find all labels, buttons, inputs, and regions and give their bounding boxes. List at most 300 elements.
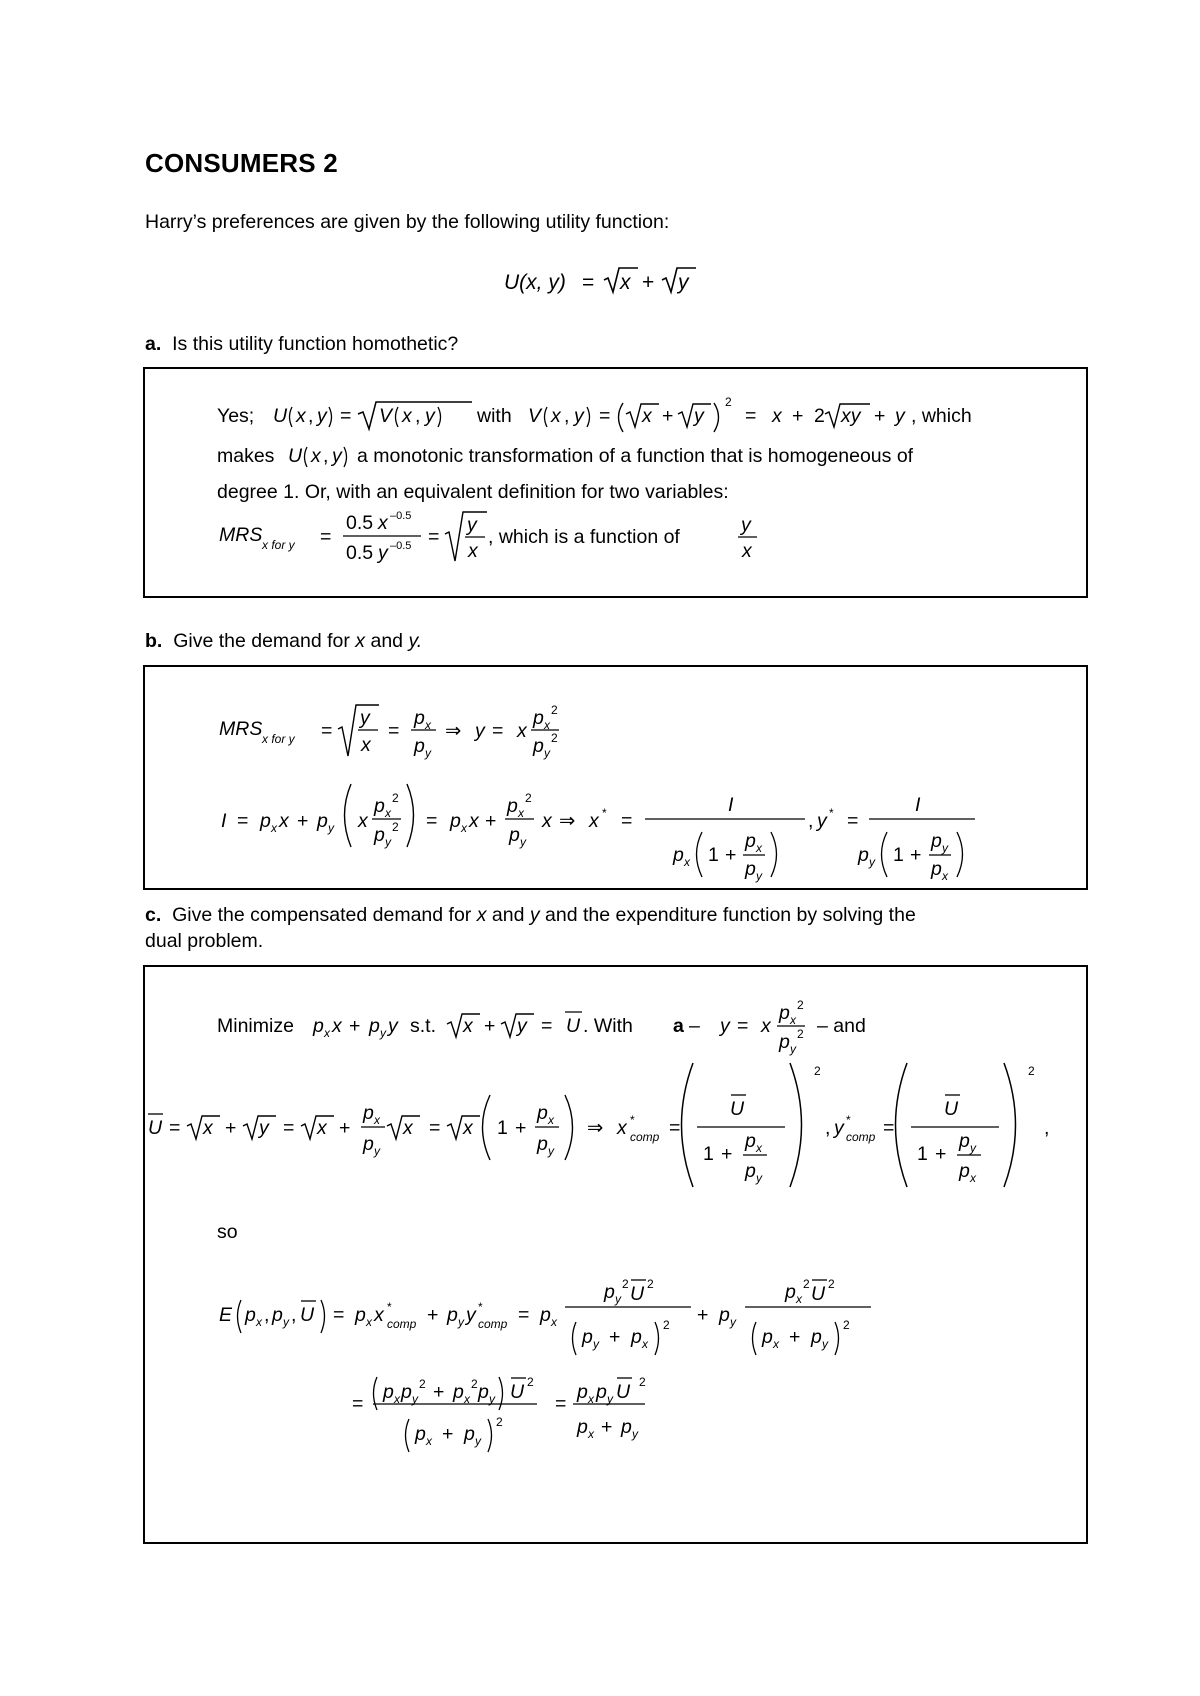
svg-text:=: =	[847, 810, 859, 832]
svg-text:y: y	[374, 1144, 380, 1158]
svg-text:+: +	[427, 1304, 439, 1326]
svg-text:,: ,	[808, 810, 814, 832]
svg-text:,: ,	[323, 445, 329, 467]
svg-text:y: y	[869, 855, 875, 869]
svg-text:E: E	[219, 1304, 233, 1326]
svg-text:p: p	[414, 707, 425, 729]
svg-text:comp: comp	[478, 1317, 508, 1331]
svg-text:p: p	[779, 1002, 790, 1024]
svg-text:x: x	[402, 405, 412, 427]
svg-text:y: y	[632, 1427, 638, 1441]
svg-text:+: +	[349, 1015, 361, 1037]
svg-text:y: y	[360, 707, 370, 729]
svg-text:y: y	[466, 1304, 476, 1326]
svg-text:y: y	[467, 514, 477, 536]
svg-text:2: 2	[527, 1375, 534, 1389]
svg-text:=: =	[518, 1304, 530, 1326]
svg-text:x: x	[588, 1427, 594, 1441]
svg-text:p: p	[313, 1015, 324, 1037]
answer-a-mrs-tail: , which is a function of	[488, 526, 680, 548]
svg-text:y: y	[317, 405, 327, 427]
answer-c-dash: –	[689, 1015, 700, 1037]
utility-equation	[500, 262, 720, 302]
svg-text:x: x	[311, 445, 321, 467]
svg-text:x: x	[426, 1434, 432, 1448]
svg-text:–0.5: –0.5	[390, 540, 412, 552]
svg-text:p: p	[931, 830, 942, 852]
svg-text:U: U	[273, 405, 288, 427]
svg-text:x: x	[425, 718, 431, 732]
svg-text:y: y	[607, 1392, 613, 1406]
svg-text:p: p	[415, 1423, 426, 1445]
svg-text:=: =	[428, 526, 440, 548]
svg-text:2: 2	[622, 1277, 629, 1291]
utility-term-y: y	[678, 271, 689, 294]
svg-text:p: p	[447, 1304, 458, 1326]
svg-text:x: x	[324, 1026, 330, 1040]
svg-text:=: =	[237, 810, 249, 832]
svg-text:*: *	[478, 1300, 483, 1314]
svg-text:y: y	[458, 1315, 464, 1329]
svg-text:2: 2	[551, 731, 558, 745]
svg-text:+: +	[792, 405, 804, 427]
svg-text:=: =	[320, 526, 332, 548]
svg-text:x: x	[317, 1117, 327, 1139]
svg-text:y: y	[475, 1434, 481, 1448]
svg-text:,: ,	[564, 405, 570, 427]
svg-text:*: *	[387, 1300, 392, 1314]
svg-text:2: 2	[797, 998, 804, 1012]
svg-text:x: x	[463, 1015, 473, 1037]
svg-text:⇒: ⇒	[559, 810, 576, 832]
svg-text:1: 1	[708, 844, 719, 866]
svg-text:p: p	[959, 1130, 970, 1152]
part-a-question	[145, 331, 458, 357]
svg-text:=: =	[599, 405, 611, 427]
svg-text:p: p	[596, 1381, 607, 1403]
svg-text:p: p	[533, 707, 544, 729]
svg-text:p: p	[745, 1160, 756, 1182]
svg-text:U: U	[148, 1117, 163, 1139]
svg-text:y: y	[332, 445, 342, 467]
svg-text:V: V	[528, 405, 542, 427]
page-title-text: CONSUMERS 2	[145, 148, 338, 178]
svg-text:x: x	[358, 810, 368, 832]
svg-text:U: U	[811, 1283, 826, 1305]
svg-text:0.5: 0.5	[346, 542, 374, 564]
svg-text:p: p	[272, 1304, 283, 1326]
svg-text:p: p	[507, 795, 518, 817]
svg-text:x: x	[796, 1292, 802, 1306]
svg-text:p: p	[621, 1416, 632, 1438]
svg-text:y: y	[520, 835, 526, 849]
part-a-question-text: Is this utility function homothetic?	[172, 333, 459, 355]
svg-text:x: x	[742, 540, 752, 562]
page-title	[145, 148, 338, 179]
svg-text:y: y	[328, 821, 334, 835]
svg-text:=: =	[745, 405, 757, 427]
svg-text:y: y	[385, 835, 391, 849]
svg-text:p: p	[631, 1326, 642, 1348]
svg-text:x: x	[588, 1392, 594, 1406]
svg-text:x for y: x for y	[262, 732, 295, 746]
svg-text:,: ,	[825, 1117, 831, 1139]
svg-text:p: p	[959, 1160, 970, 1182]
svg-text:2: 2	[663, 1318, 670, 1332]
svg-text:y: y	[834, 1117, 844, 1139]
svg-text:y: y	[756, 1171, 762, 1185]
svg-text:p: p	[453, 1381, 464, 1403]
svg-text:x: x	[361, 734, 371, 756]
svg-text:y: y	[615, 1292, 621, 1306]
svg-text:⇒: ⇒	[587, 1117, 604, 1139]
svg-text:*: *	[630, 1113, 635, 1127]
svg-text:U: U	[616, 1381, 631, 1403]
svg-text:+: +	[485, 810, 497, 832]
svg-text:U: U	[288, 445, 303, 467]
svg-text:p: p	[317, 810, 328, 832]
part-b-and: and	[370, 630, 404, 652]
answer-c-with-bold: a	[673, 1015, 684, 1037]
svg-text:y: y	[388, 1015, 398, 1037]
part-c-question-pre: Give the compensated demand for	[172, 904, 472, 926]
svg-text:=: =	[388, 720, 400, 742]
answer-b-math	[145, 667, 1086, 888]
svg-text:+: +	[442, 1423, 454, 1445]
svg-text:x: x	[366, 1315, 372, 1329]
svg-text:p: p	[537, 1102, 548, 1124]
svg-text:p: p	[374, 795, 385, 817]
svg-text:1: 1	[917, 1143, 928, 1165]
svg-text:p: p	[931, 858, 942, 880]
svg-text:x: x	[544, 718, 550, 732]
svg-text:y: y	[259, 1117, 269, 1139]
svg-text:x: x	[517, 720, 527, 742]
svg-text:x: x	[374, 1304, 384, 1326]
svg-text:+: +	[662, 405, 674, 427]
svg-text:=: =	[426, 810, 438, 832]
part-b-question	[145, 628, 422, 654]
svg-text:x: x	[296, 405, 306, 427]
svg-text:y: y	[822, 1337, 828, 1351]
svg-text:x: x	[461, 821, 467, 835]
svg-text:+: +	[601, 1416, 613, 1438]
answer-a-math	[145, 369, 1086, 596]
svg-text:y: y	[574, 405, 584, 427]
svg-text:2: 2	[725, 395, 732, 409]
svg-text:x: x	[756, 841, 762, 855]
svg-text:p: p	[745, 858, 756, 880]
svg-text:=: =	[737, 1015, 749, 1037]
svg-text:2: 2	[1028, 1064, 1035, 1078]
svg-text:2: 2	[551, 703, 558, 717]
svg-text:p: p	[533, 735, 544, 757]
svg-text:1: 1	[893, 844, 904, 866]
svg-text:p: p	[450, 810, 461, 832]
svg-text:x: x	[551, 405, 561, 427]
svg-text:y: y	[517, 1015, 527, 1037]
svg-text:U: U	[510, 1381, 525, 1403]
svg-text:U: U	[730, 1098, 745, 1120]
svg-text:y: y	[425, 746, 431, 760]
svg-text:+: +	[910, 844, 922, 866]
answer-c-and: – and	[817, 1015, 866, 1037]
svg-text:y: y	[741, 514, 751, 536]
svg-text:x: x	[468, 540, 478, 562]
svg-text:x: x	[551, 1315, 557, 1329]
svg-text:x: x	[772, 405, 782, 427]
svg-text:x: x	[617, 1117, 627, 1139]
svg-text:,: ,	[1044, 1117, 1050, 1139]
svg-text:p: p	[478, 1381, 489, 1403]
svg-text:x: x	[332, 1015, 342, 1037]
svg-text:I: I	[728, 794, 734, 816]
answer-a-makes: makes	[217, 445, 275, 467]
svg-text:x: x	[684, 855, 690, 869]
svg-text:+: +	[609, 1326, 621, 1348]
intro-text: Harry’s preferences are given by the following utility function:	[145, 211, 670, 233]
svg-text:p: p	[245, 1304, 256, 1326]
svg-text:p: p	[363, 1102, 374, 1124]
svg-text:U: U	[630, 1283, 645, 1305]
svg-text:+: +	[484, 1015, 496, 1037]
svg-text:,: ,	[415, 405, 421, 427]
svg-text:2: 2	[392, 791, 399, 805]
svg-text:+: +	[225, 1117, 237, 1139]
answer-c-so: so	[217, 1221, 238, 1243]
svg-text:p: p	[537, 1133, 548, 1155]
svg-text:MRS: MRS	[219, 718, 263, 740]
svg-text:p: p	[779, 1031, 790, 1053]
svg-text:MRS: MRS	[219, 524, 263, 546]
part-c-question-post: and the expenditure function by solving the	[545, 904, 916, 926]
svg-text:y: y	[720, 1015, 730, 1037]
part-b-label: b.	[145, 630, 163, 652]
svg-text:+: +	[297, 810, 309, 832]
svg-text:=: =	[621, 810, 633, 832]
svg-text:I: I	[221, 810, 227, 832]
svg-text:p: p	[374, 824, 385, 846]
svg-text:x: x	[464, 1392, 470, 1406]
svg-text:,: ,	[308, 405, 314, 427]
part-c-question-line2: dual problem.	[145, 930, 264, 952]
part-b-var-x: x	[355, 630, 366, 652]
utility-eq-sign: =	[582, 271, 595, 294]
svg-text:2: 2	[797, 1027, 804, 1041]
answer-c-with: . With	[583, 1015, 633, 1037]
svg-text:y: y	[425, 405, 435, 427]
svg-text:=: =	[541, 1015, 553, 1037]
answer-c-minimize: Minimize	[217, 1015, 294, 1037]
answer-a-line3: degree 1. Or, with an equivalent definition for two variables:	[217, 481, 729, 503]
svg-text:=: =	[283, 1117, 295, 1139]
svg-text:*: *	[602, 806, 607, 820]
svg-text:2: 2	[843, 1318, 850, 1332]
svg-text:y: y	[694, 405, 704, 427]
svg-text:,: ,	[264, 1304, 270, 1326]
svg-text:x: x	[548, 1113, 554, 1127]
answer-a-yes: Yes;	[217, 405, 255, 427]
svg-text:x: x	[642, 1337, 648, 1351]
svg-text:=: =	[333, 1304, 345, 1326]
svg-text:x: x	[256, 1315, 262, 1329]
svg-text:y: y	[283, 1315, 289, 1329]
svg-text:1: 1	[703, 1143, 714, 1165]
svg-text:x: x	[589, 810, 599, 832]
svg-text:x: x	[378, 512, 388, 534]
svg-text:comp: comp	[630, 1130, 660, 1144]
svg-text:2: 2	[647, 1277, 654, 1291]
svg-text:y: y	[412, 1392, 418, 1406]
svg-text:y: y	[380, 1026, 386, 1040]
svg-text:+: +	[433, 1381, 445, 1403]
svg-text:p: p	[785, 1281, 796, 1303]
svg-text:p: p	[577, 1416, 588, 1438]
svg-text:=: =	[169, 1117, 181, 1139]
svg-text:=: =	[555, 1393, 567, 1415]
answer-a-with: with	[477, 405, 512, 427]
svg-text:p: p	[745, 1130, 756, 1152]
svg-text:p: p	[383, 1381, 394, 1403]
svg-text:p: p	[363, 1133, 374, 1155]
svg-text:comp: comp	[846, 1130, 876, 1144]
utility-plus: +	[642, 271, 655, 294]
part-c-label: c.	[145, 904, 162, 926]
svg-text:x: x	[271, 821, 277, 835]
svg-text:y: y	[548, 1144, 554, 1158]
svg-text:x: x	[756, 1141, 762, 1155]
svg-text:2: 2	[392, 820, 399, 834]
svg-text:+: +	[515, 1117, 527, 1139]
part-a-label: a.	[145, 333, 162, 355]
svg-text:x: x	[403, 1117, 413, 1139]
svg-text:U: U	[944, 1098, 959, 1120]
svg-text:=: =	[492, 720, 504, 742]
svg-text:=: =	[429, 1117, 441, 1139]
svg-text:*: *	[829, 806, 834, 820]
answer-c-math	[145, 967, 1086, 1542]
svg-text:=: =	[352, 1393, 364, 1415]
svg-text:x: x	[203, 1117, 213, 1139]
svg-text:+: +	[721, 1143, 733, 1165]
svg-text:p: p	[745, 830, 756, 852]
svg-text:2: 2	[803, 1277, 810, 1291]
svg-text:p: p	[604, 1281, 615, 1303]
svg-text:–0.5: –0.5	[390, 510, 412, 522]
answer-box-c	[143, 965, 1088, 1544]
svg-text:p: p	[858, 844, 869, 866]
svg-text:2: 2	[828, 1277, 835, 1291]
svg-text:+: +	[697, 1304, 709, 1326]
answer-box-a	[143, 367, 1088, 598]
svg-text:+: +	[874, 405, 886, 427]
svg-text:2: 2	[814, 1064, 821, 1078]
svg-text:⇒: ⇒	[445, 720, 462, 742]
svg-text:I: I	[915, 794, 921, 816]
svg-text:y: y	[790, 1042, 796, 1056]
svg-text:x: x	[790, 1013, 796, 1027]
svg-text:2: 2	[639, 1375, 646, 1389]
svg-text:y: y	[730, 1315, 736, 1329]
part-c-question	[145, 902, 1065, 928]
svg-text:1: 1	[497, 1117, 508, 1139]
utility-term-x: x	[620, 271, 631, 294]
svg-text:2: 2	[496, 1415, 503, 1429]
svg-text:x: x	[463, 1117, 473, 1139]
svg-text:=: =	[883, 1117, 895, 1139]
part-c-var-x: x	[476, 904, 487, 926]
svg-text:x: x	[773, 1337, 779, 1351]
svg-text:2: 2	[814, 405, 825, 427]
answer-c-st: s.t.	[410, 1015, 437, 1037]
svg-text:,: ,	[291, 1304, 297, 1326]
svg-text:x: x	[970, 1171, 976, 1185]
part-b-var-y: y.	[408, 630, 423, 652]
svg-text:y: y	[942, 841, 948, 855]
svg-text:x: x	[942, 869, 948, 883]
svg-text:y: y	[817, 810, 827, 832]
svg-text:p: p	[464, 1423, 475, 1445]
part-c-and: and	[491, 904, 525, 926]
utility-lhs: U(x, y)	[504, 271, 566, 294]
svg-text:+: +	[789, 1326, 801, 1348]
svg-text:y: y	[970, 1141, 976, 1155]
svg-text:p: p	[673, 844, 684, 866]
svg-text:x: x	[279, 810, 289, 832]
svg-text:U: U	[566, 1015, 581, 1037]
svg-text:x: x	[469, 810, 479, 832]
svg-text:U: U	[300, 1304, 315, 1326]
svg-text:xy: xy	[841, 405, 861, 427]
svg-text:x: x	[642, 405, 652, 427]
svg-text:y: y	[489, 1392, 495, 1406]
answer-a-which: , which	[911, 405, 972, 427]
svg-text:p: p	[577, 1381, 588, 1403]
svg-text:=: =	[669, 1117, 681, 1139]
svg-text:p: p	[260, 810, 271, 832]
svg-text:y: y	[756, 869, 762, 883]
svg-text:x for y: x for y	[262, 538, 295, 552]
answer-a-line2: a monotonic transformation of a function that is homogeneous of	[357, 445, 914, 467]
svg-text:x: x	[385, 806, 391, 820]
svg-text:p: p	[369, 1015, 380, 1037]
svg-text:x: x	[374, 1113, 380, 1127]
svg-text:2: 2	[419, 1377, 426, 1391]
svg-text:+: +	[725, 844, 737, 866]
svg-text:p: p	[540, 1304, 551, 1326]
svg-text:*: *	[846, 1113, 851, 1127]
svg-text:+: +	[339, 1117, 351, 1139]
svg-text:0.5: 0.5	[346, 512, 374, 534]
svg-text:y: y	[895, 405, 905, 427]
svg-text:y: y	[475, 720, 485, 742]
svg-text:+: +	[935, 1143, 947, 1165]
svg-text:x: x	[542, 810, 552, 832]
svg-text:p: p	[762, 1326, 773, 1348]
svg-text:2: 2	[471, 1377, 478, 1391]
svg-text:p: p	[414, 735, 425, 757]
svg-text:p: p	[355, 1304, 366, 1326]
svg-text:x: x	[761, 1015, 771, 1037]
svg-text:p: p	[401, 1381, 412, 1403]
answer-box-b	[143, 665, 1088, 890]
svg-text:x: x	[518, 806, 524, 820]
svg-text:y: y	[593, 1337, 599, 1351]
svg-text:y: y	[378, 542, 388, 564]
svg-text:x: x	[394, 1392, 400, 1406]
svg-text:comp: comp	[387, 1317, 417, 1331]
part-c-var-y: y	[529, 904, 540, 926]
